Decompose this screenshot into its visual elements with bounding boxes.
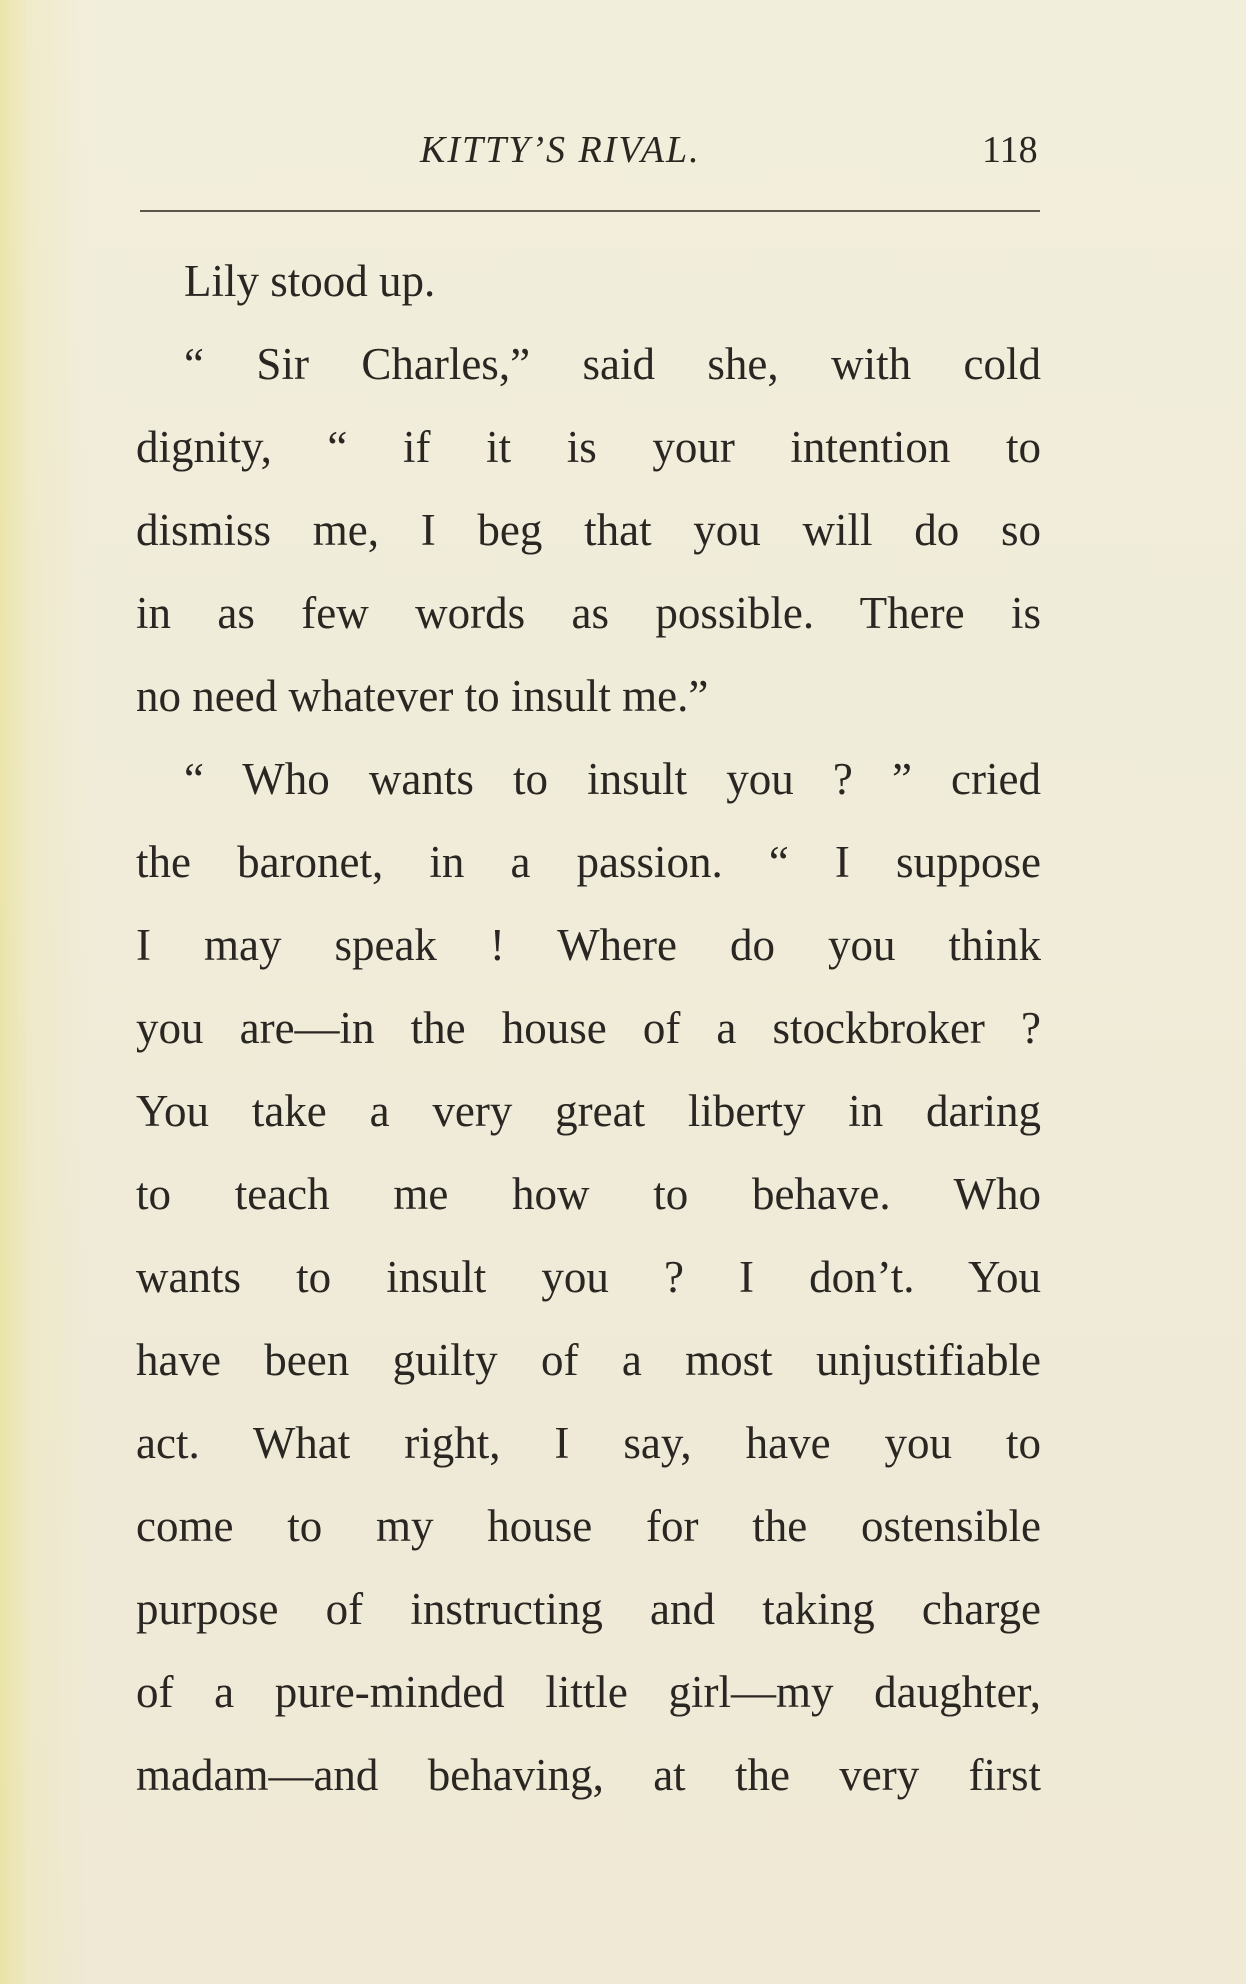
text-line: no need whatever to insult me.” xyxy=(136,671,709,721)
text-line: the baronet, in a passion. “ I suppose xyxy=(136,837,1041,887)
body-text xyxy=(136,240,1041,1817)
header-rule xyxy=(140,210,1040,212)
text-line: dignity, “ if it is your intention to xyxy=(136,422,1041,472)
running-title: KITTY’S RIVAL. xyxy=(420,129,701,171)
text-line: madam—and behaving, at the very first xyxy=(136,1750,1041,1800)
page-header xyxy=(0,128,1246,178)
text-line: You take a very great liberty in daring xyxy=(136,1086,1041,1136)
text-line: come to my house for the ostensible xyxy=(136,1501,1041,1551)
page-number: 118 xyxy=(982,129,1038,171)
text-line: in as few words as possible. There is xyxy=(136,588,1041,638)
text-line: wants to insult you ? I don’t. You xyxy=(136,1252,1041,1302)
text-line: have been guilty of a most unjustifiable xyxy=(136,1335,1041,1385)
text-line: purpose of instructing and taking charge xyxy=(136,1584,1041,1634)
text-line: I may speak ! Where do you think xyxy=(136,920,1041,970)
text-line: act. What right, I say, have you to xyxy=(136,1418,1041,1468)
text-line: “ Sir Charles,” said she, with cold xyxy=(184,339,1041,389)
text-line: “ Who wants to insult you ? ” cried xyxy=(184,754,1041,804)
text-line: dismiss me, I beg that you will do so xyxy=(136,505,1041,555)
text-line: you are—in the house of a stockbroker ? xyxy=(136,1003,1041,1053)
text-line: of a pure-minded little girl—my daughter, xyxy=(136,1667,1041,1717)
text-line: to teach me how to behave. Who xyxy=(136,1169,1041,1219)
text-line: Lily stood up. xyxy=(184,256,436,306)
